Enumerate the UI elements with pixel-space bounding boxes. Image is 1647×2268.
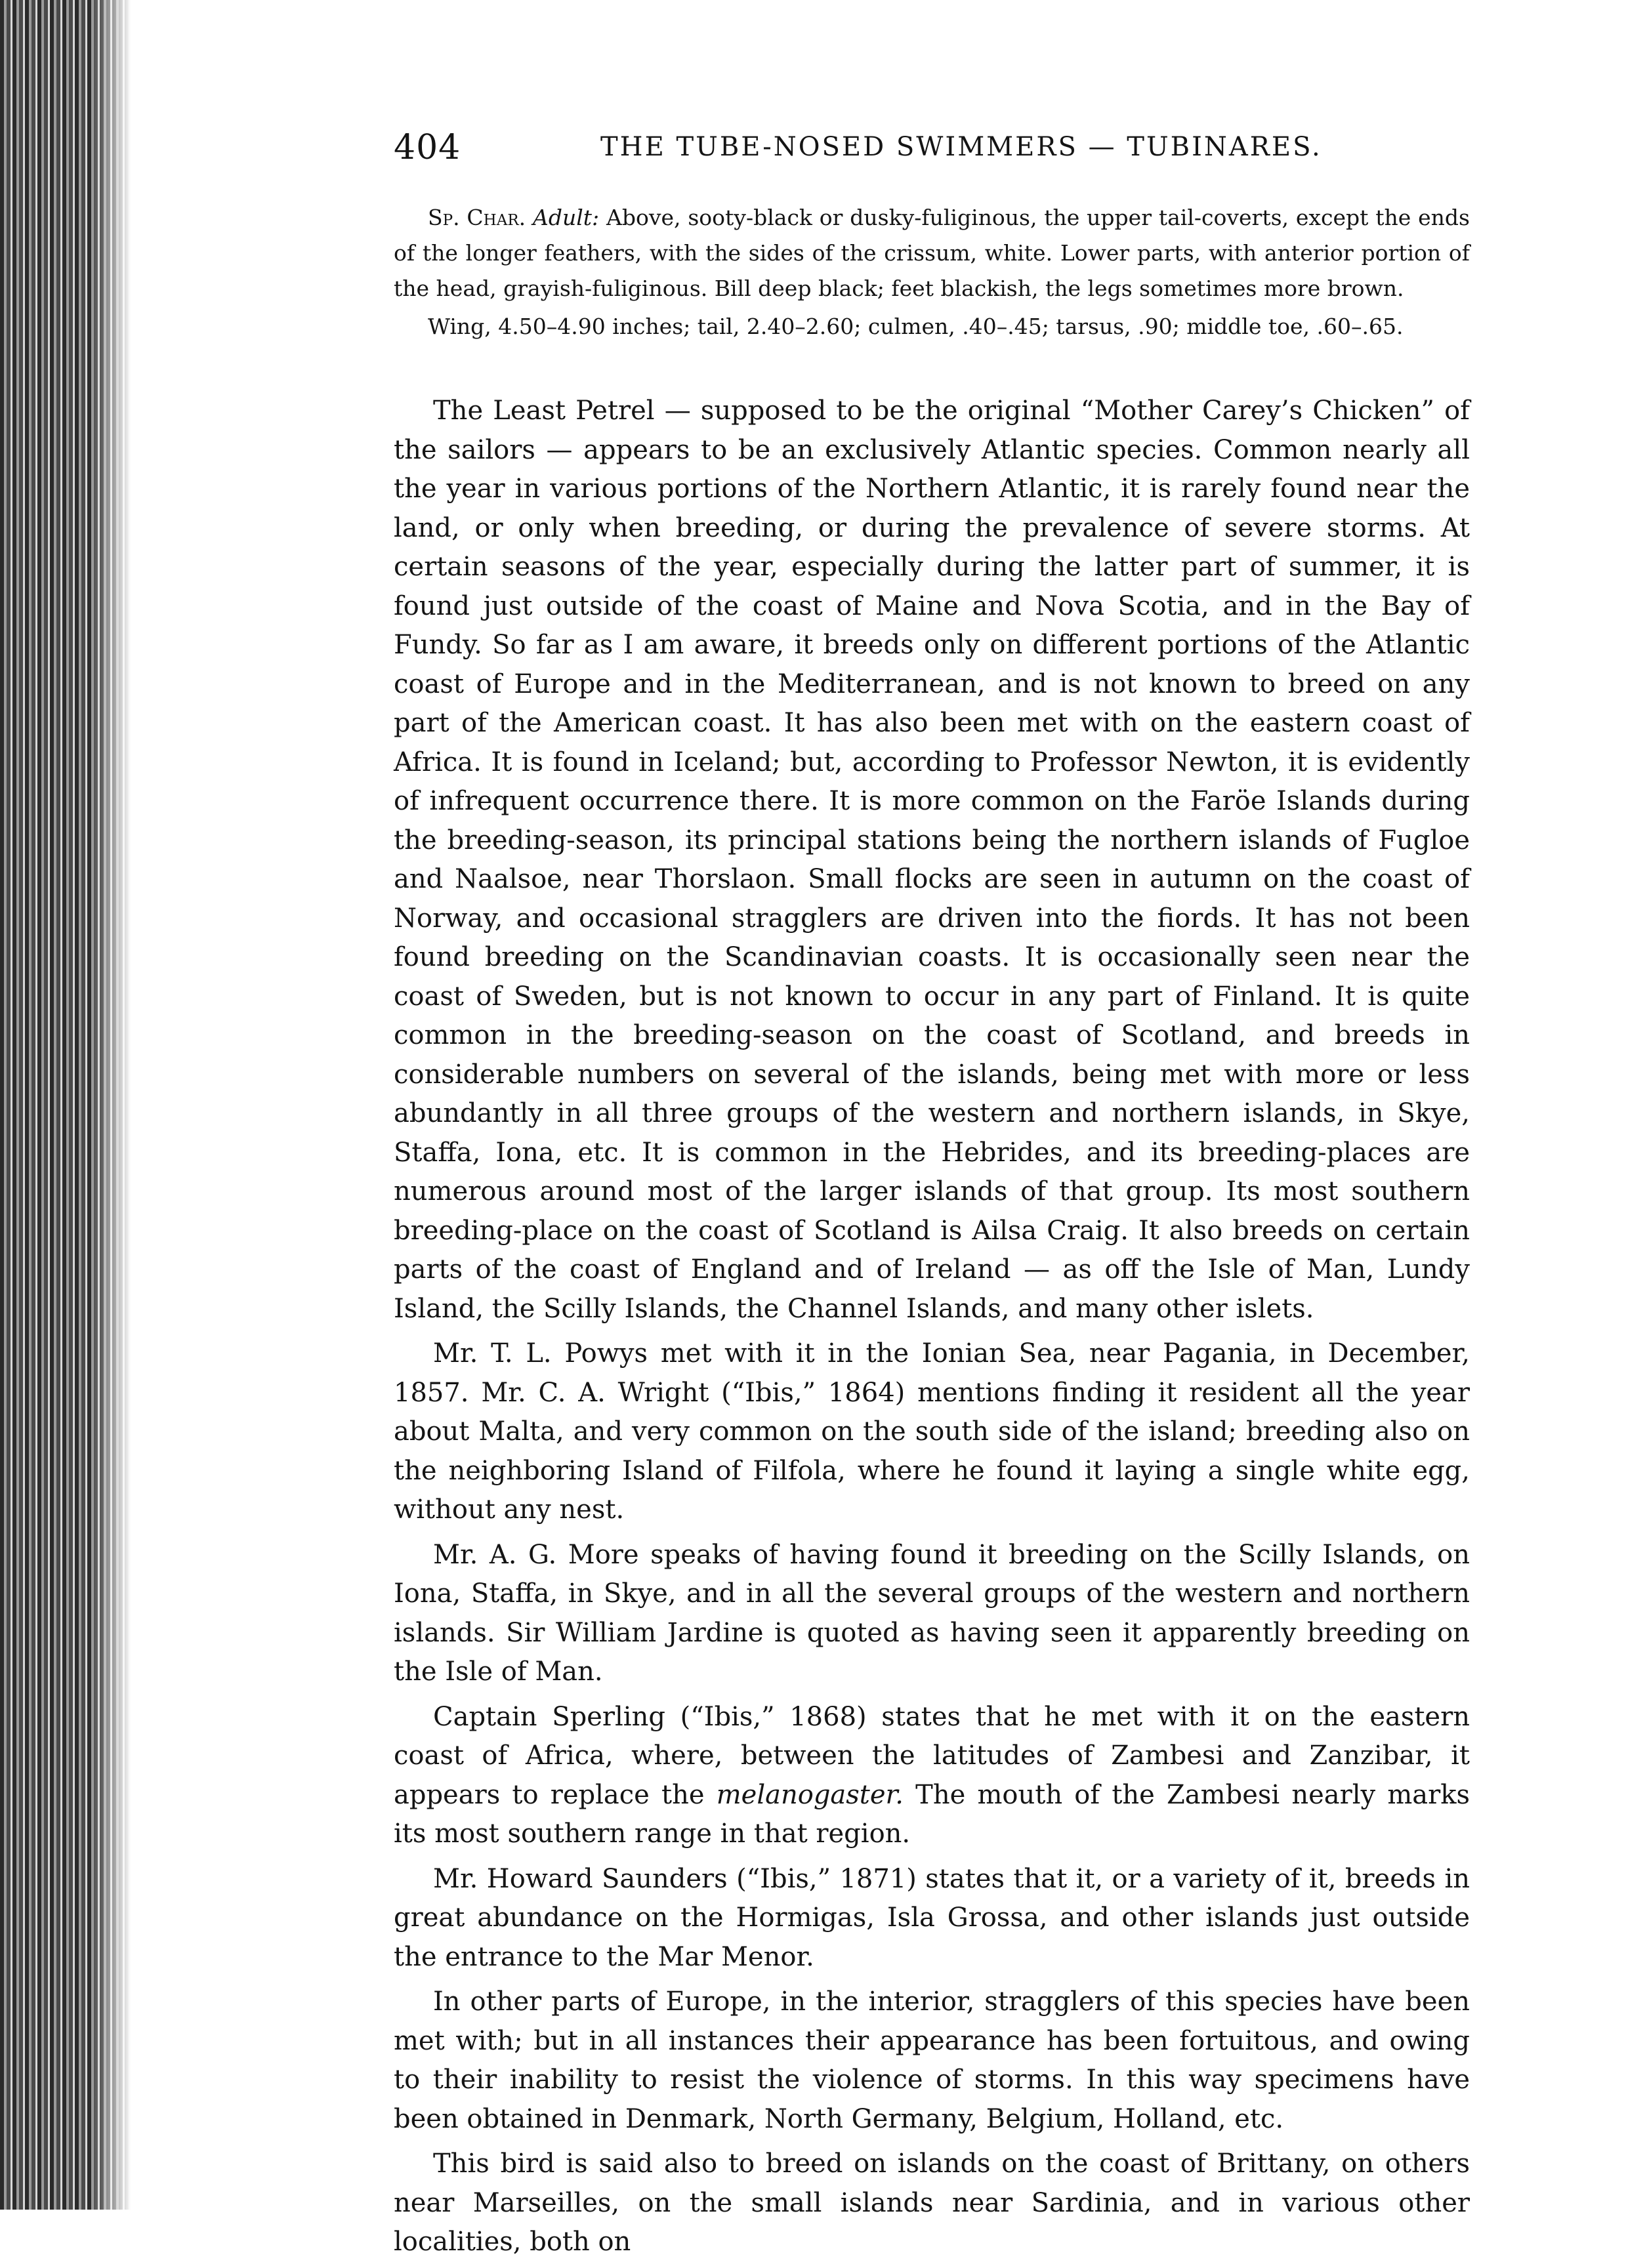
specific-characters: [394, 200, 1470, 306]
paragraph-3: Mr. A. G. More speaks of having found it breeding on the Scilly Islands, on Iona, Staffa, in Skye, and in all the several groups of the western and northern islands. Sir William Jardine is quoted as having seen it apparently breeding on the Isle of Man.: [394, 1539, 1470, 1687]
gutter-shadow: [92, 0, 131, 2210]
char-description: Above, sooty-black or dusky-fuliginous, the upper tail-coverts, except the ends of the longer feathers, with the sides of the crissum, white. Lower parts, with anterior portion of the head, grayish-fuliginous. Bill deep black; feet blackish, the legs sometimes more brown.: [394, 205, 1470, 301]
char-label: Sp. Char.: [428, 205, 526, 230]
book-page: [394, 128, 1470, 2268]
paragraph-2: Mr. T. L. Powys met with it in the Ionian Sea, near Pagania, in December, 1857. Mr. C. A. Wright (“Ibis,” 1864) mentions finding it resident all the year about Malta, and very common on the south side of the island; breeding also on the neighboring Island of Filfola, where he found it laying a single white egg, without any nest.: [394, 1338, 1470, 1525]
species-name-italic: melanogaster.: [716, 1779, 904, 1810]
paragraph-6: In other parts of Europe, in the interior, stragglers of this species have been met with; but in all instances their appearance has been fortuitous, and owing to their inability to resist the violence of storms. In this way specimens have been obtained in Denmark, North Germany, Belgium, Holland, etc.: [394, 1987, 1470, 2134]
paragraph-4: [394, 1698, 1470, 1854]
paragraph-1: The Least Petrel — supposed to be the original “Mother Carey’s Chicken” of the sailors — appears to be an exclusively Atlantic species. Common nearly all the year in various portions of the Northern Atlantic, it is rarely found near the land, or only when breeding, or during the prevalence of severe storms. At certain seasons of the year, especially during the latter part of summer, it is found just outside of the coast of Maine and Nova Scotia, and in the Bay of Fundy. So far as I am aware, it breeds only on different portions of the Atlantic coast of Europe and in the Mediterranean, and is not known to breed on any part of the American coast. It has also been met with on the eastern coast of Africa. It is found in Iceland; but, according to Professor Newton, it is evidently of infrequent occurrence there. It is more common on the Faröe Islands during the breeding-season, its principal stations being the northern islands of Fugloe and Naalsoe, near Thorslaon. Small flocks are seen in autumn on the coast of Norway, and occasional stragglers are driven into the fiords. It has not been found breeding on the Scandinavian coasts. It is occasionally seen near the coast of Sweden, but is not known to occur in any part of Finland. It is quite common in the breeding-season on the coast of Scotland, and breeds in considerable numbers on several of the islands, being met with more or less abundantly in all three groups of the western and northern islands, in Skye, Staffa, Iona, etc. It is common in the Hebrides, and its breeding-places are numerous around most of the larger islands of that group. Its most southern breeding-place on the coast of Scotland is Ailsa Craig. It also breeds on certain parts of the coast of England and of Ireland — as off the Isle of Man, Lundy Island, the Scilly Islands, the Channel Islands, and many other islets.: [394, 396, 1470, 1324]
page-number: 404: [394, 128, 461, 167]
char-stage: Adult:: [533, 205, 600, 230]
body-text: [394, 392, 1470, 2262]
running-head: [394, 128, 1470, 174]
measurements: Wing, 4.50–4.90 inches; tail, 2.40–2.60; culmen, .40–.45; tarsus, .90; middle toe, .60–.65.: [428, 314, 1404, 339]
paragraph-4-end: The mouth of the Zambesi nearly marks its most southern range in that region.: [394, 1779, 1470, 1849]
running-title: THE TUBE-NOSED SWIMMERS — TUBINARES.: [600, 132, 1322, 162]
paragraph-7: This bird is said also to breed on islands on the coast of Brittany, on others near Marseilles, on the small islands near Sardinia, and in various other localities, both on: [394, 2149, 1470, 2257]
paragraph-5: Mr. Howard Saunders (“Ibis,” 1871) states that it, or a variety of it, breeds in great abundance on the Hormigas, Isla Grossa, and other islands just outside the entrance to the Mar Menor.: [394, 1863, 1470, 1972]
paragraph-4-start: Captain Sperling (“Ibis,” 1868) states that he met with it on the eastern coast of Africa, where, between the latitudes of Zambesi and Zanzibar, it appears to replace the: [394, 1701, 1470, 1810]
